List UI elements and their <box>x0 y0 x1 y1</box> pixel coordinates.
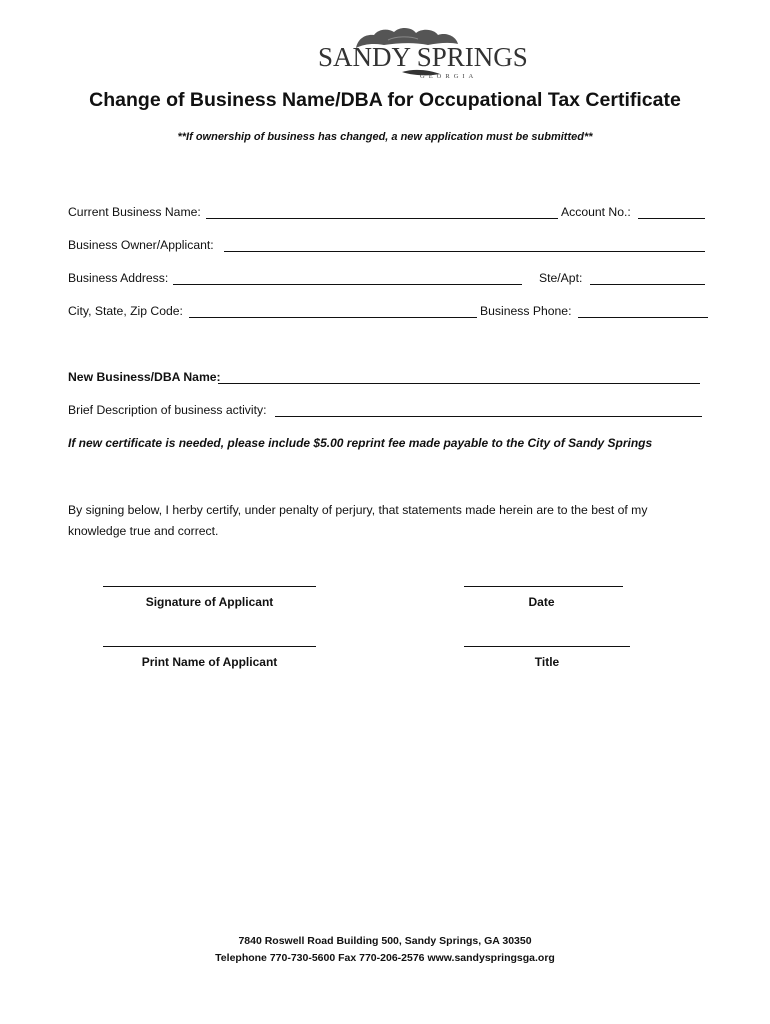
current-business-name-field[interactable] <box>206 218 558 219</box>
ownership-note: **If ownership of business has changed, a new application must be submitted** <box>177 131 593 143</box>
ste-apt-label: Ste/Apt: <box>539 271 583 285</box>
current-business-row <box>68 205 710 223</box>
new-business-name-label: New Business/DBA Name: <box>68 370 221 384</box>
logo-wordmark: SANDY SPRINGS <box>318 42 528 72</box>
date-label: Date <box>528 595 555 609</box>
city-state-zip-field[interactable] <box>189 317 477 318</box>
print-name-line[interactable] <box>103 646 316 647</box>
business-owner-label: Business Owner/Applicant: <box>68 238 214 252</box>
current-business-name-label: Current Business Name: <box>68 205 201 219</box>
logo-state: GEORGIA <box>420 73 478 80</box>
reprint-fee-note: If new certificate is needed, please include $5.00 reprint fee made payable to the City of Sandy Springs <box>68 436 653 450</box>
city-state-zip-row <box>68 304 710 322</box>
brief-description-field[interactable] <box>275 416 702 417</box>
account-no-field[interactable] <box>638 218 705 219</box>
business-owner-row <box>68 238 710 256</box>
new-business-name-row <box>68 370 710 388</box>
brief-description-label: Brief Description of business activity: <box>68 403 267 417</box>
account-no-label: Account No.: <box>561 205 631 219</box>
new-business-name-field[interactable] <box>218 383 700 384</box>
sandy-springs-logo <box>318 24 528 86</box>
business-address-row <box>68 271 710 289</box>
footer-address: 7840 Roswell Road Building 500, Sandy Springs, GA 30350 <box>238 935 532 947</box>
business-phone-field[interactable] <box>578 317 708 318</box>
business-phone-label: Business Phone: <box>480 304 572 318</box>
signature-line[interactable] <box>103 586 316 587</box>
certification-statement: By signing below, I herby certify, under penalty of perjury, that statements made herein are to the best of my knowledge true and correct. <box>68 503 648 538</box>
page-title: Change of Business Name/DBA for Occupational Tax Certificate <box>89 89 681 111</box>
signature-label: Signature of Applicant <box>145 595 274 609</box>
business-address-field[interactable] <box>173 284 522 285</box>
brief-description-row <box>68 403 710 421</box>
business-address-label: Business Address: <box>68 271 169 285</box>
business-owner-field[interactable] <box>224 251 705 252</box>
title-line[interactable] <box>464 646 630 647</box>
date-line[interactable] <box>464 586 623 587</box>
city-state-zip-label: City, State, Zip Code: <box>68 304 183 318</box>
title-label: Title <box>534 655 560 669</box>
footer-contact: Telephone 770-730-5600 Fax 770-206-2576 www.sandyspringsga.org <box>215 952 555 964</box>
ste-apt-field[interactable] <box>590 284 705 285</box>
print-name-label: Print Name of Applicant <box>141 655 278 669</box>
